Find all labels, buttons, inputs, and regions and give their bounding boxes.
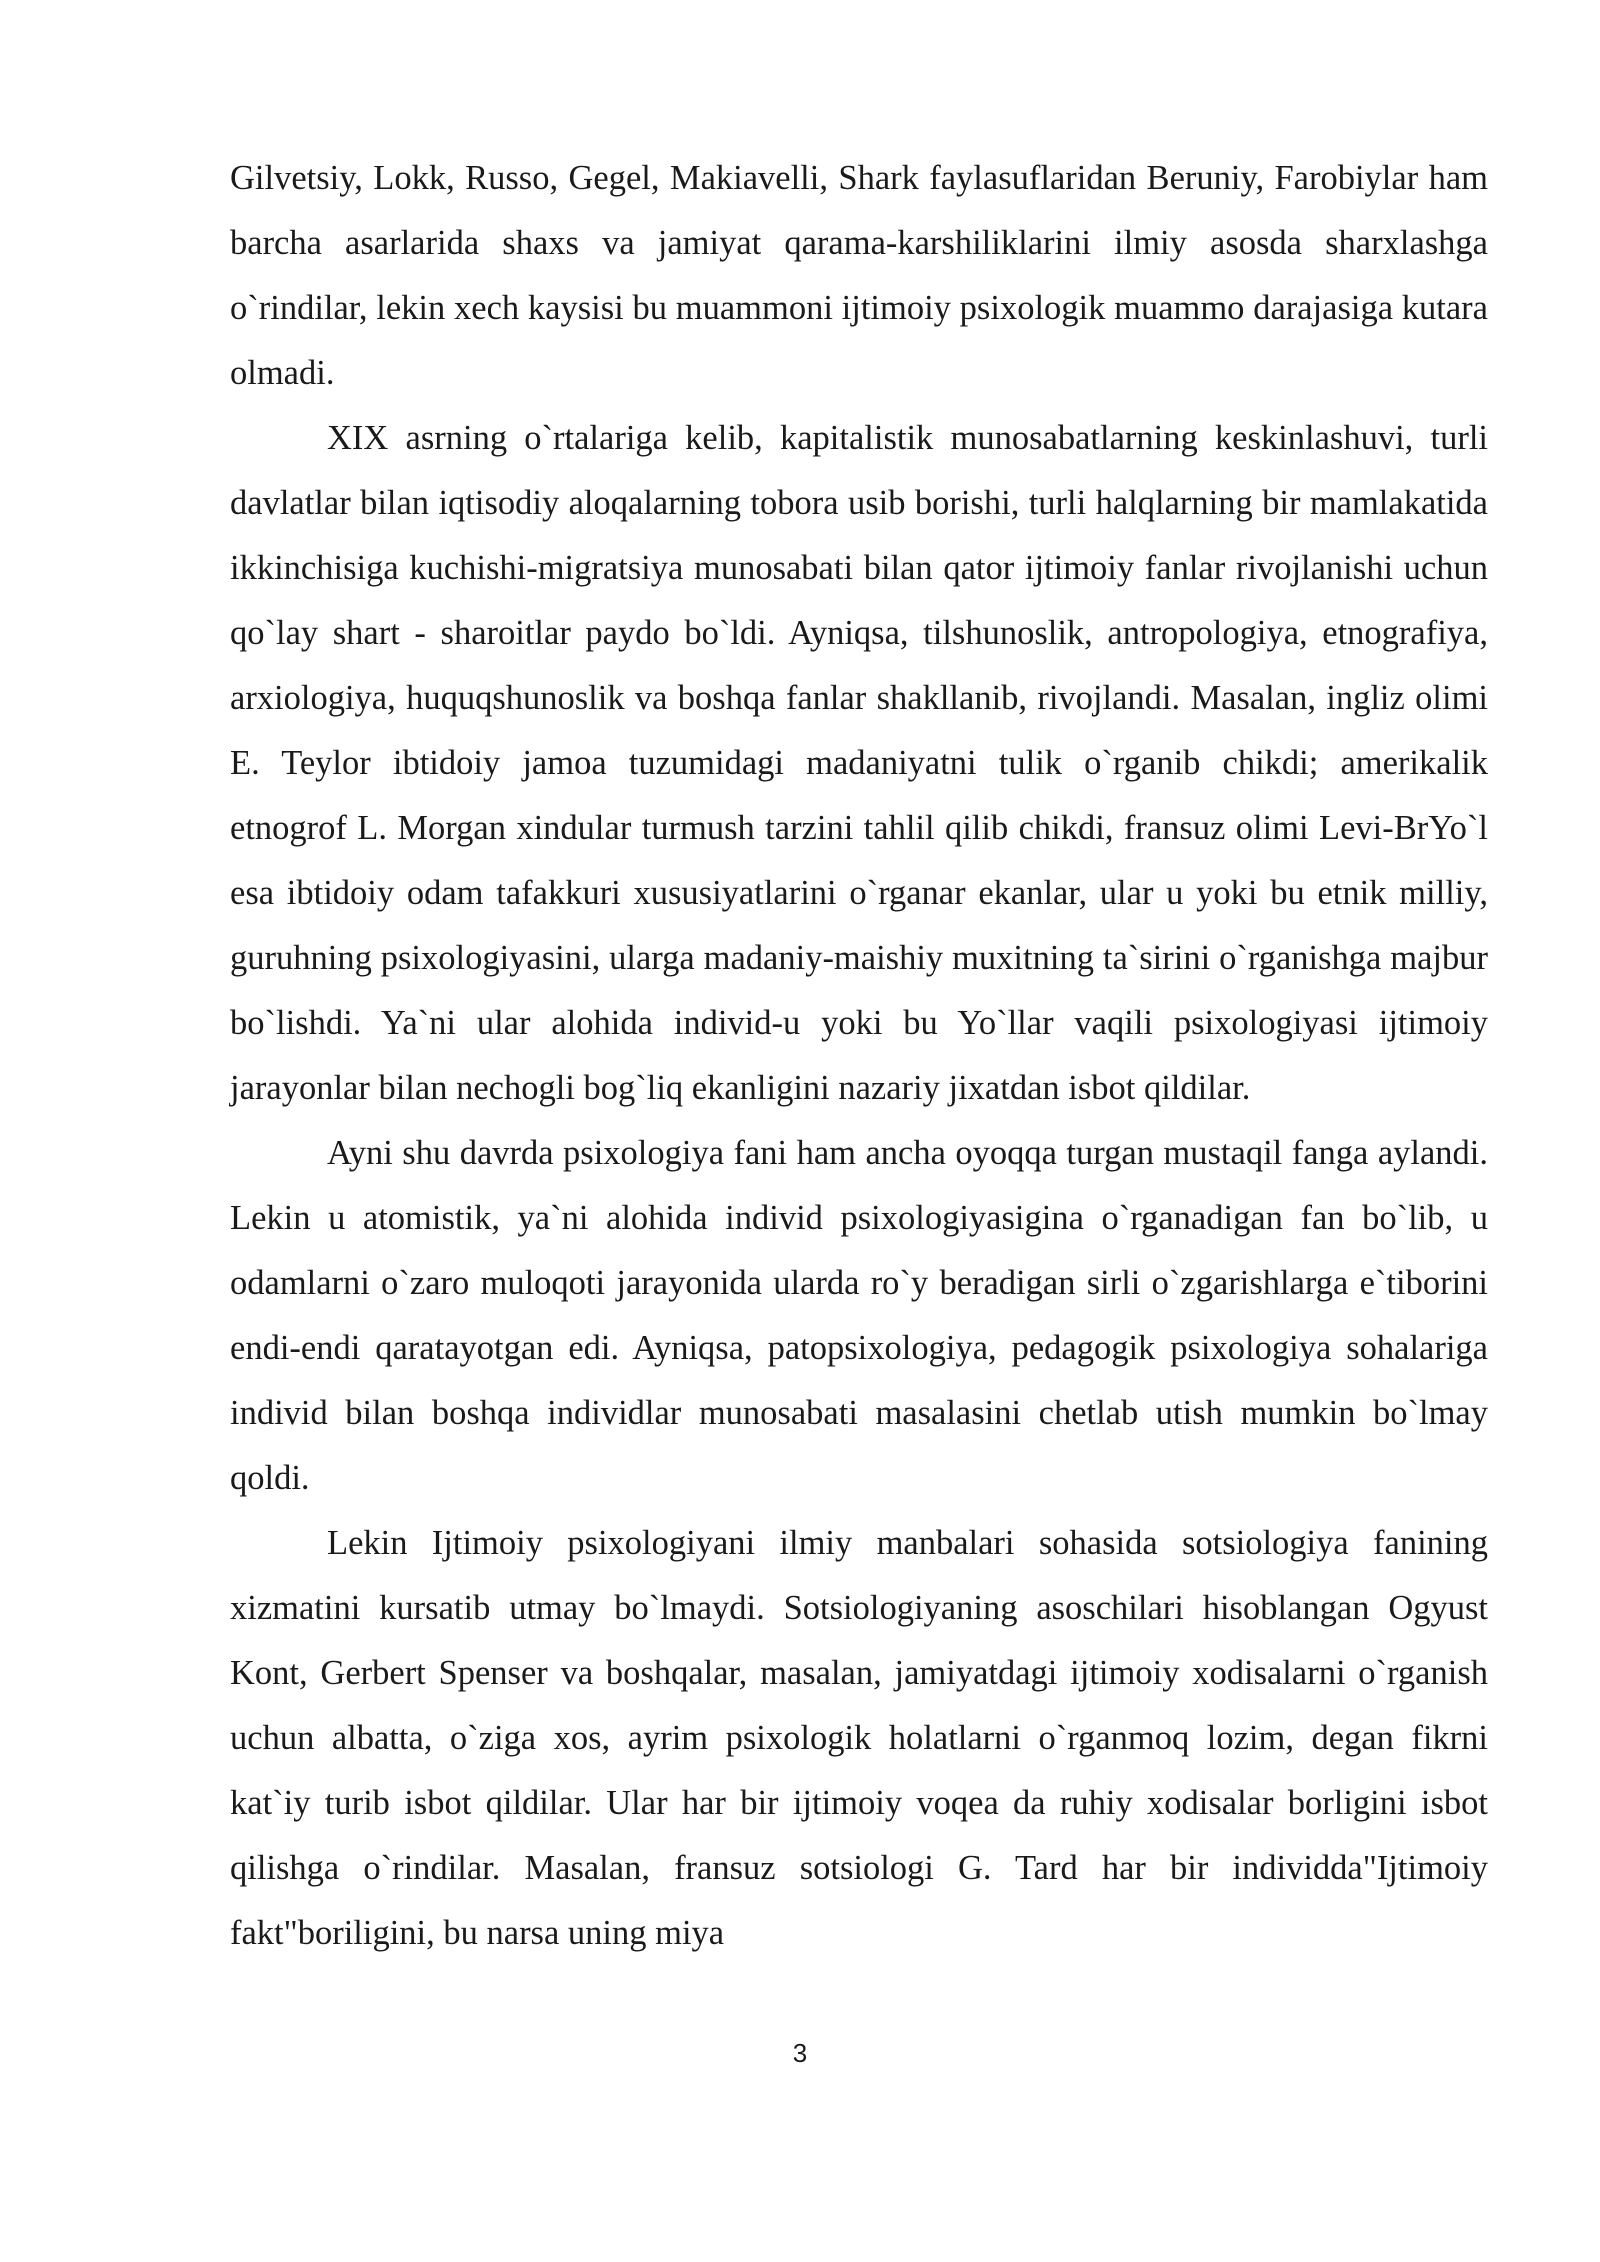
page-number: 3 [792,2038,808,2068]
paragraph-1: Gilvetsiy, Lokk, Russo, Gegel, Makiavelli, Shark faylasuflaridan Beruniy, Farobiylar ham barcha asarlarida shaxs va jamiyat qarama-karshiliklarini ilmiy asosda sharxlashga o`rindilar, lekin xech kaysisi bu muammoni ijtimoiy psixologik muammo darajasiga kutara olmadi. [230,159,1488,392]
body-text [230,146,1488,1966]
paragraph-3: Ayni shu davrda psixologiya fani ham ancha oyoqqa turgan mustaqil fanga aylandi. Lekin u atomistik, ya`ni alohida individ psixologiyasigina o`rganadigan fan bo`lib, u odamlarni o`zaro muloqoti jarayonida ularda ro`y beradigan sirli o`zgarishlarga e`tiborini endi-endi qaratayotgan edi. Ayniqsa, patopsixologiya, pedagogik psixologiya sohalariga individ bilan boshqa individlar munosabati masalasini chetlab utish mumkin bo`lmay qoldi. [230,1134,1488,1497]
paragraph-2: XIX asrning o`rtalariga kelib, kapitalistik munosabatlarning keskinlashuvi, turli davlatlar bilan iqtisodiy aloqalarning tobora usib borishi, turli halqlarning bir mamlakatida ikkinchisiga kuchishi-migratsiya munosabati bilan qator ijtimoiy fanlar rivojlanishi uchun qo`lay shart - sharoitlar paydo bo`ldi. Ayniqsa, tilshunoslik, antropologiya, etnografiya, arxiologiya, huquqshunoslik va boshqa fanlar shakllanib, rivojlandi. Masalan, ingliz olimi E. Teylor ibtidoiy jamoa tuzumidagi madaniyatni tulik o`rganib chikdi; amerikalik etnogrof L. Morgan xindular turmush tarzini tahlil qilib chikdi, fransuz olimi Levi-BrYo`l esa ibtidoiy odam tafakkuri xususiyatlarini o`rganar ekanlar, ular u yoki bu etnik milliy, guruhning psixologiyasini, ularga madaniy-maishiy muxitning ta`sirini o`rganishga majbur bo`lishdi. Ya`ni ular alohida individ-u yoki bu Yo`llar vaqili psixologiyasi ijtimoiy jarayonlar bilan nechogli bog`liq ekanligini nazariy jixatdan isbot qildilar. [230,419,1488,1107]
paragraph-4: Lekin Ijtimoiy psixologiyani ilmiy manbalari sohasida sotsiologiya fanining xizmatini kursatib utmay bo`lmaydi. Sotsiologiyaning asoschilari hisoblangan Ogyust Kont, Gerbert Spenser va boshqalar, masalan, jamiyatdagi ijtimoiy xodisalarni o`rganish uchun albatta, o`ziga xos, ayrim psixologik holatlarni o`rganmoq lozim, degan fikrni kat`iy turib isbot qildilar. Ular har bir ijtimoiy voqea da ruhiy xodisalar borligini isbot qilishga o`rindilar. Masalan, fransuz sotsiologi G. Tard har bir individda"Ijtimoiy fakt"boriligini, bu narsa uning miya [230,1524,1488,1952]
